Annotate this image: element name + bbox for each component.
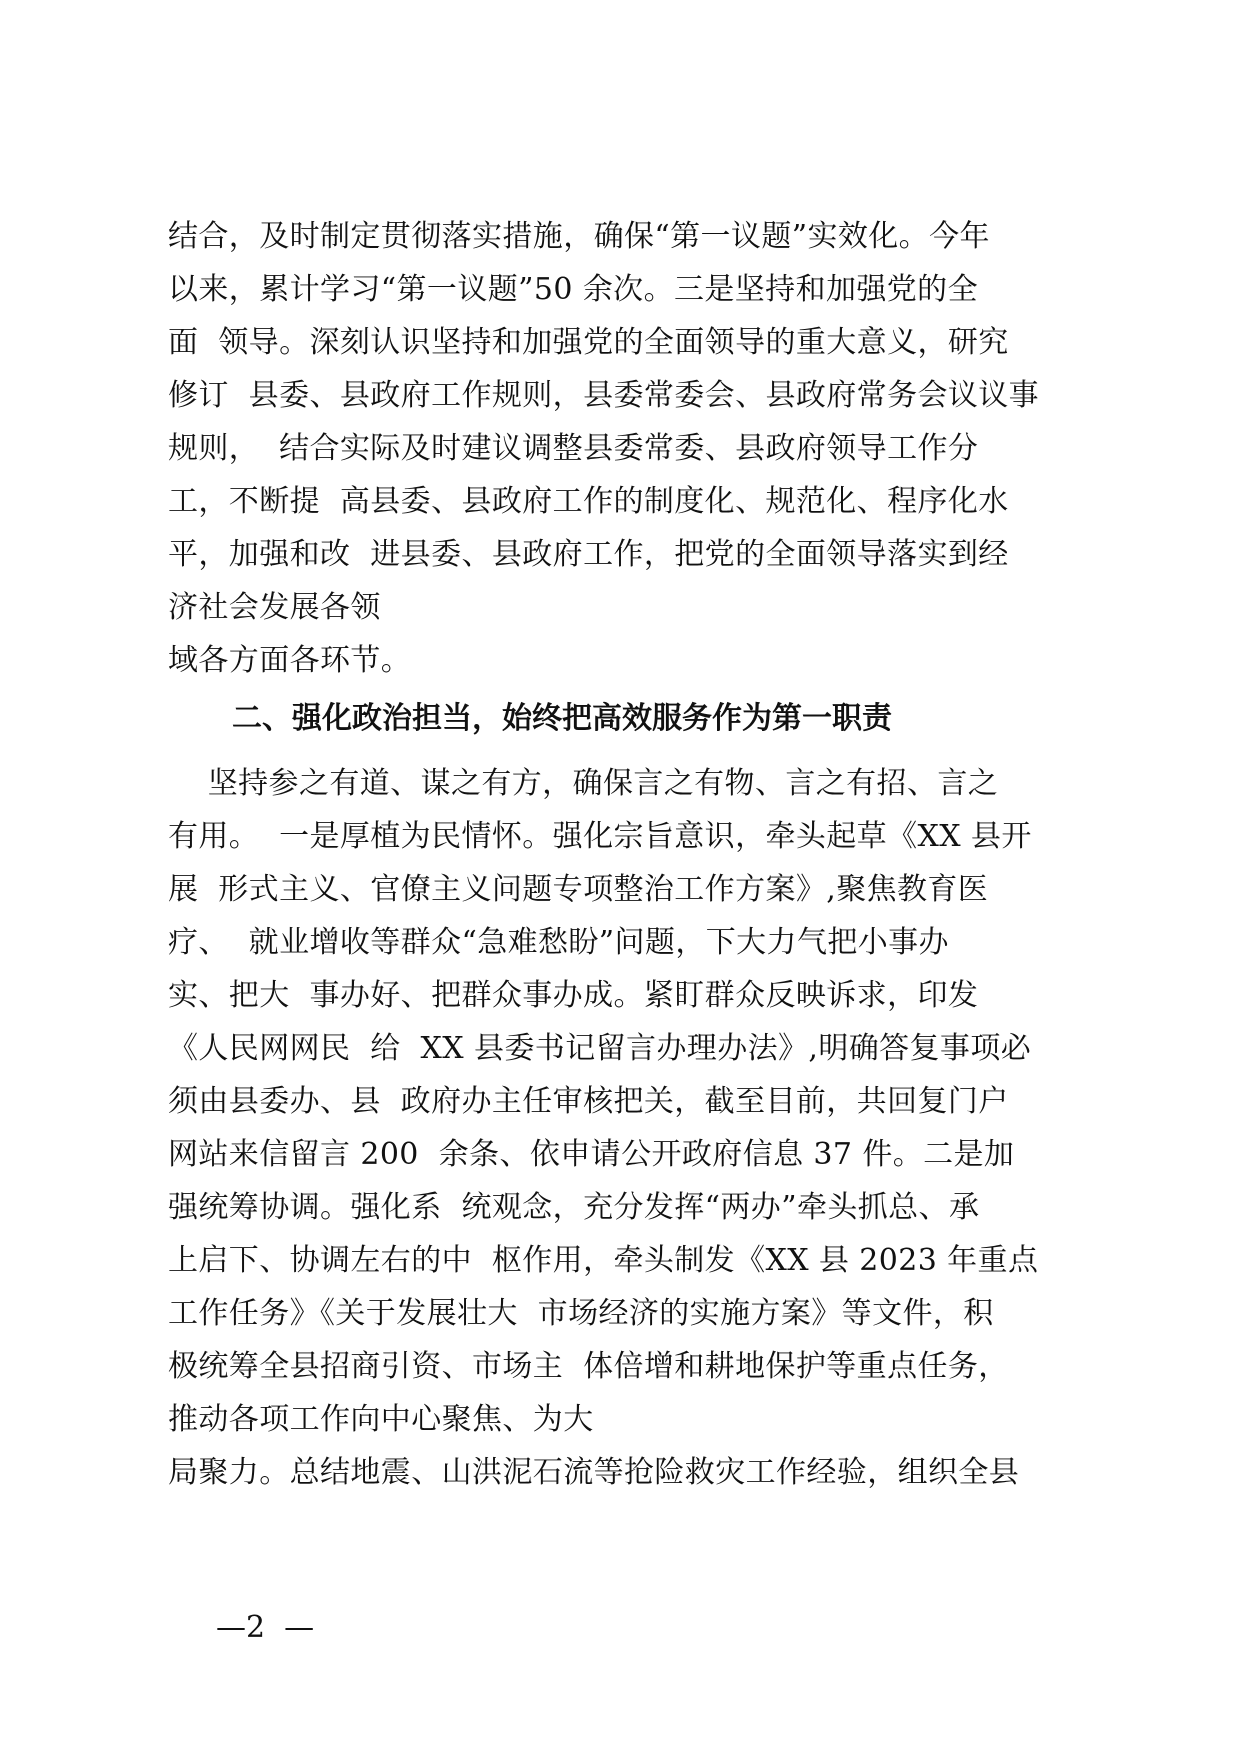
text-line: 推动各项工作向中心聚焦、为大 — [168, 1402, 594, 1437]
text-line: 规则， 结合实际及时建议调整县委常委、县政府领导工作分 — [168, 431, 979, 466]
text-line: 实、把大 事办好、把群众事办成。紧盯群众反映诉求，印发 — [168, 978, 979, 1013]
text-line: 有用。 一是厚植为民情怀。强化宗旨意识，牵头起草《XX 县开 — [168, 819, 1032, 854]
text-line: 结合，及时制定贯彻落实措施，确保“第一议题”实效化。今年 — [168, 219, 990, 254]
text-line: 以来，累计学习“第一议题”50 余次。三是坚持和加强党的全 — [168, 272, 978, 307]
paragraph-1 — [168, 210, 1088, 687]
text-line: 疗、 就业增收等群众“急难愁盼”问题，下大力气把小事办 — [168, 925, 949, 960]
text-line: 平，加强和改 进县委、县政府工作，把党的全面领导落实到经 — [168, 537, 1009, 572]
page-number: —2 — — [216, 1610, 315, 1645]
document-body — [168, 210, 1088, 1499]
text-line: 须由县委办、县 政府办主任审核把关，截至目前，共回复门户 — [168, 1084, 1009, 1119]
text-line: 《人民网网民 给 XX 县委书记留言办理办法》,明确答复事项必 — [168, 1031, 1032, 1066]
text-line: 修订 县委、县政府工作规则，县委常委会、县政府常务会议议事 — [168, 378, 1040, 413]
text-line: 展 形式主义、官僚主义问题专项整治工作方案》,聚焦教育医 — [168, 872, 989, 907]
text-line: 坚持参之有道、谋之有方，确保言之有物、言之有招、言之 — [168, 766, 999, 801]
text-line: 工作任务》《关于发展壮大 市场经济的实施方案》等文件，积 — [168, 1296, 994, 1331]
text-line: 局聚力。总结地震、山洪泥石流等抢险救灾工作经验，组织全县 — [168, 1455, 1020, 1490]
text-line: 面 领导。深刻认识坚持和加强党的全面领导的重大意义，研究 — [168, 325, 1009, 360]
text-line: 极统筹全县招商引资、市场主 体倍增和耕地保护等重点任务， — [168, 1349, 1009, 1384]
text-line: 域各方面各环节。 — [168, 643, 412, 678]
text-line: 济社会发展各领 — [168, 590, 381, 625]
text-line: 上启下、协调左右的中 枢作用，牵头制发《XX 县 2023 年重点 — [168, 1243, 1039, 1278]
text-line: 工，不断提 高县委、县政府工作的制度化、规范化、程序化水 — [168, 484, 1009, 519]
text-line: 网站来信留言 200 余条、依申请公开政府信息 37 件。二是加 — [168, 1137, 1015, 1172]
paragraph-2 — [168, 757, 1088, 1499]
section-heading: 二、强化政治担当，始终把高效服务作为第一职责 — [232, 701, 892, 736]
text-line: 强统筹协调。强化系 统观念，充分发挥“两办”牵头抓总、承 — [168, 1190, 980, 1225]
